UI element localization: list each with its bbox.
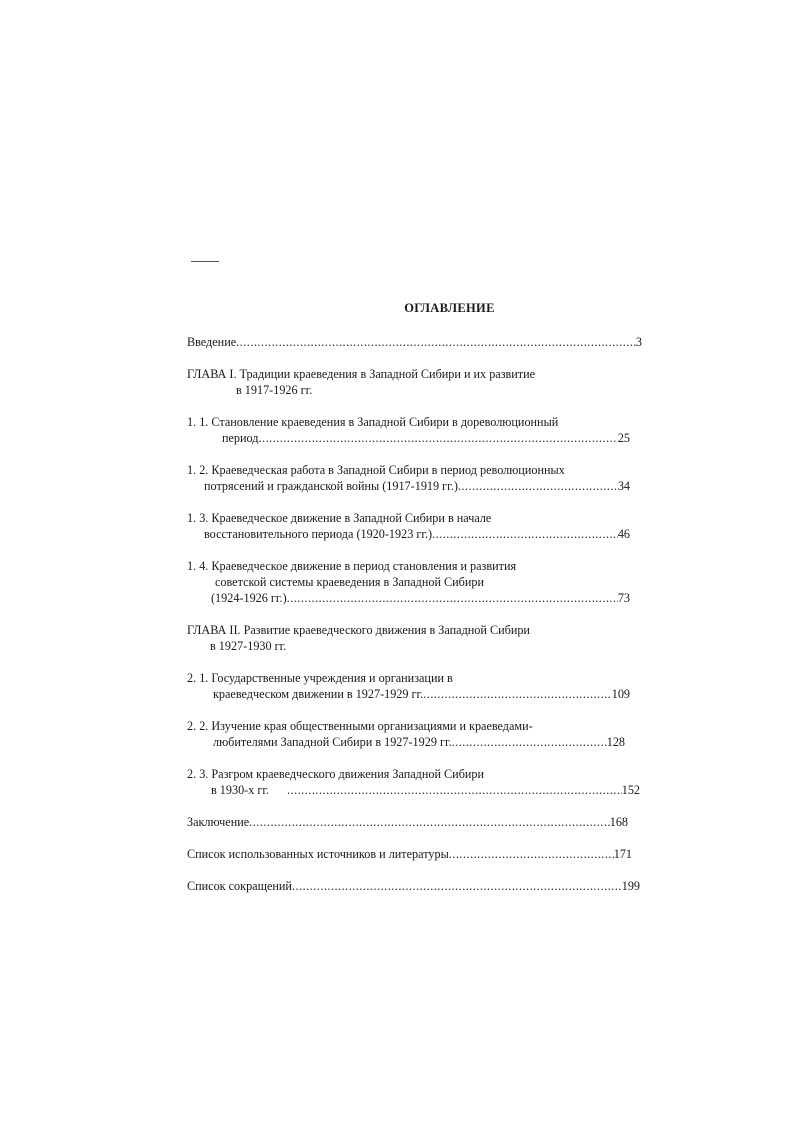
toc-page-number: 34 bbox=[617, 479, 630, 493]
toc-page-number: 128 bbox=[606, 735, 625, 749]
toc-entry-text: период bbox=[222, 431, 259, 445]
toc-entry-2-1[interactable] bbox=[187, 670, 642, 702]
toc-page-number: 109 bbox=[611, 687, 630, 701]
dot-leader bbox=[249, 814, 610, 830]
toc-entry-line bbox=[187, 590, 642, 606]
toc-page-number: 152 bbox=[621, 783, 640, 797]
toc-entry-line: 1. 2. Краеведческая работа в Западной Сибири в период революционных bbox=[187, 463, 565, 477]
toc-entry-line: 1. 1. Становление краеведения в Западной Сибири в дореволюционный bbox=[187, 415, 559, 429]
toc-entry-text: Список сокращений bbox=[187, 879, 292, 893]
toc-entry-text: Список использованных источников и литературы bbox=[187, 847, 449, 861]
toc-entry-line bbox=[187, 846, 642, 862]
toc-entry-text: восстановительного периода (1920-1923 гг.) bbox=[204, 527, 433, 541]
toc-entry-line: в 1917-1926 гг. bbox=[236, 383, 313, 397]
toc-entry-line bbox=[187, 686, 642, 702]
toc-entry-2-3[interactable] bbox=[187, 766, 642, 798]
toc-entry-line: 1. 3. Краеведческое движение в Западной Сибири в начале bbox=[187, 511, 492, 525]
toc-page-number: 25 bbox=[617, 431, 630, 445]
toc-title: ОГЛАВЛЕНИЕ bbox=[404, 301, 495, 315]
toc-page-number: 199 bbox=[621, 879, 640, 893]
dot-leader bbox=[287, 782, 622, 798]
dot-leader bbox=[452, 734, 607, 750]
toc-entry-text: любителями Западной Сибири в 1927-1929 гг. bbox=[213, 735, 452, 749]
toc-entry-abbreviations[interactable] bbox=[187, 878, 642, 894]
toc-entry-line: 2. 3. Разгром краеведческого движения Западной Сибири bbox=[187, 767, 485, 781]
toc-entry-line: 2. 2. Изучение края общественными организациями и краеведами- bbox=[187, 719, 533, 733]
toc-entry-text: в 1930-х гг. bbox=[211, 783, 270, 797]
dot-leader bbox=[423, 686, 611, 702]
toc-entry-text: краеведческом движении в 1927-1929 гг. bbox=[213, 687, 424, 701]
toc-entry-line: в 1927-1930 гг. bbox=[210, 639, 287, 653]
toc-entry-chapter-1[interactable] bbox=[187, 366, 642, 398]
toc-page-number: 3 bbox=[635, 335, 642, 349]
toc-entry-line bbox=[187, 734, 642, 750]
toc-entry-text: Заключение bbox=[187, 815, 250, 829]
toc-entry-line bbox=[187, 430, 642, 446]
toc-entry-line bbox=[187, 878, 642, 894]
toc-entry-1-1[interactable] bbox=[187, 414, 642, 446]
dot-leader bbox=[287, 590, 618, 606]
toc-entry-chapter-2[interactable] bbox=[187, 622, 642, 654]
toc-entry-line bbox=[187, 782, 642, 798]
toc-entry-line bbox=[187, 478, 642, 494]
toc-entry-line bbox=[187, 526, 642, 542]
dot-leader bbox=[449, 846, 614, 862]
toc-entry-sources[interactable] bbox=[187, 846, 642, 862]
scan-artifact-line bbox=[191, 261, 219, 262]
toc-entry-line: ГЛАВА II. Развитие краеведческого движения в Западной Сибири bbox=[187, 623, 530, 637]
toc-entry-conclusion[interactable] bbox=[187, 814, 642, 830]
toc-entry-line: ГЛАВА I. Традиции краеведения в Западной Сибири и их развитие bbox=[187, 367, 536, 381]
toc-page-number: 73 bbox=[617, 591, 630, 605]
toc-page-number: 171 bbox=[613, 847, 632, 861]
toc-entry-line: 2. 1. Государственные учреждения и организации в bbox=[187, 671, 453, 685]
dot-leader bbox=[236, 334, 636, 350]
toc-entry-1-4[interactable] bbox=[187, 558, 642, 606]
dot-leader bbox=[458, 478, 618, 494]
dot-leader bbox=[259, 430, 618, 446]
dot-leader bbox=[292, 878, 622, 894]
toc-entry-1-3[interactable] bbox=[187, 510, 642, 542]
toc-entry-text: потрясений и гражданской войны (1917-1919 гг.) bbox=[204, 479, 458, 493]
toc-entry-line bbox=[187, 814, 642, 830]
table-of-contents bbox=[187, 300, 642, 894]
toc-page-number: 46 bbox=[617, 527, 630, 541]
toc-page-number: 168 bbox=[609, 815, 628, 829]
toc-entry-1-2[interactable] bbox=[187, 462, 642, 494]
dot-leader bbox=[432, 526, 618, 542]
toc-entry-introduction[interactable] bbox=[187, 334, 642, 350]
toc-entry-2-2[interactable] bbox=[187, 718, 642, 750]
toc-entry-text: Введение bbox=[187, 335, 237, 349]
toc-entry-line bbox=[187, 334, 642, 350]
toc-entry-line: советской системы краеведения в Западной Сибири bbox=[215, 575, 485, 589]
toc-entry-text: (1924-1926 гг.) bbox=[211, 591, 287, 605]
toc-entry-line: 1. 4. Краеведческое движение в период становления и развития bbox=[187, 559, 517, 573]
